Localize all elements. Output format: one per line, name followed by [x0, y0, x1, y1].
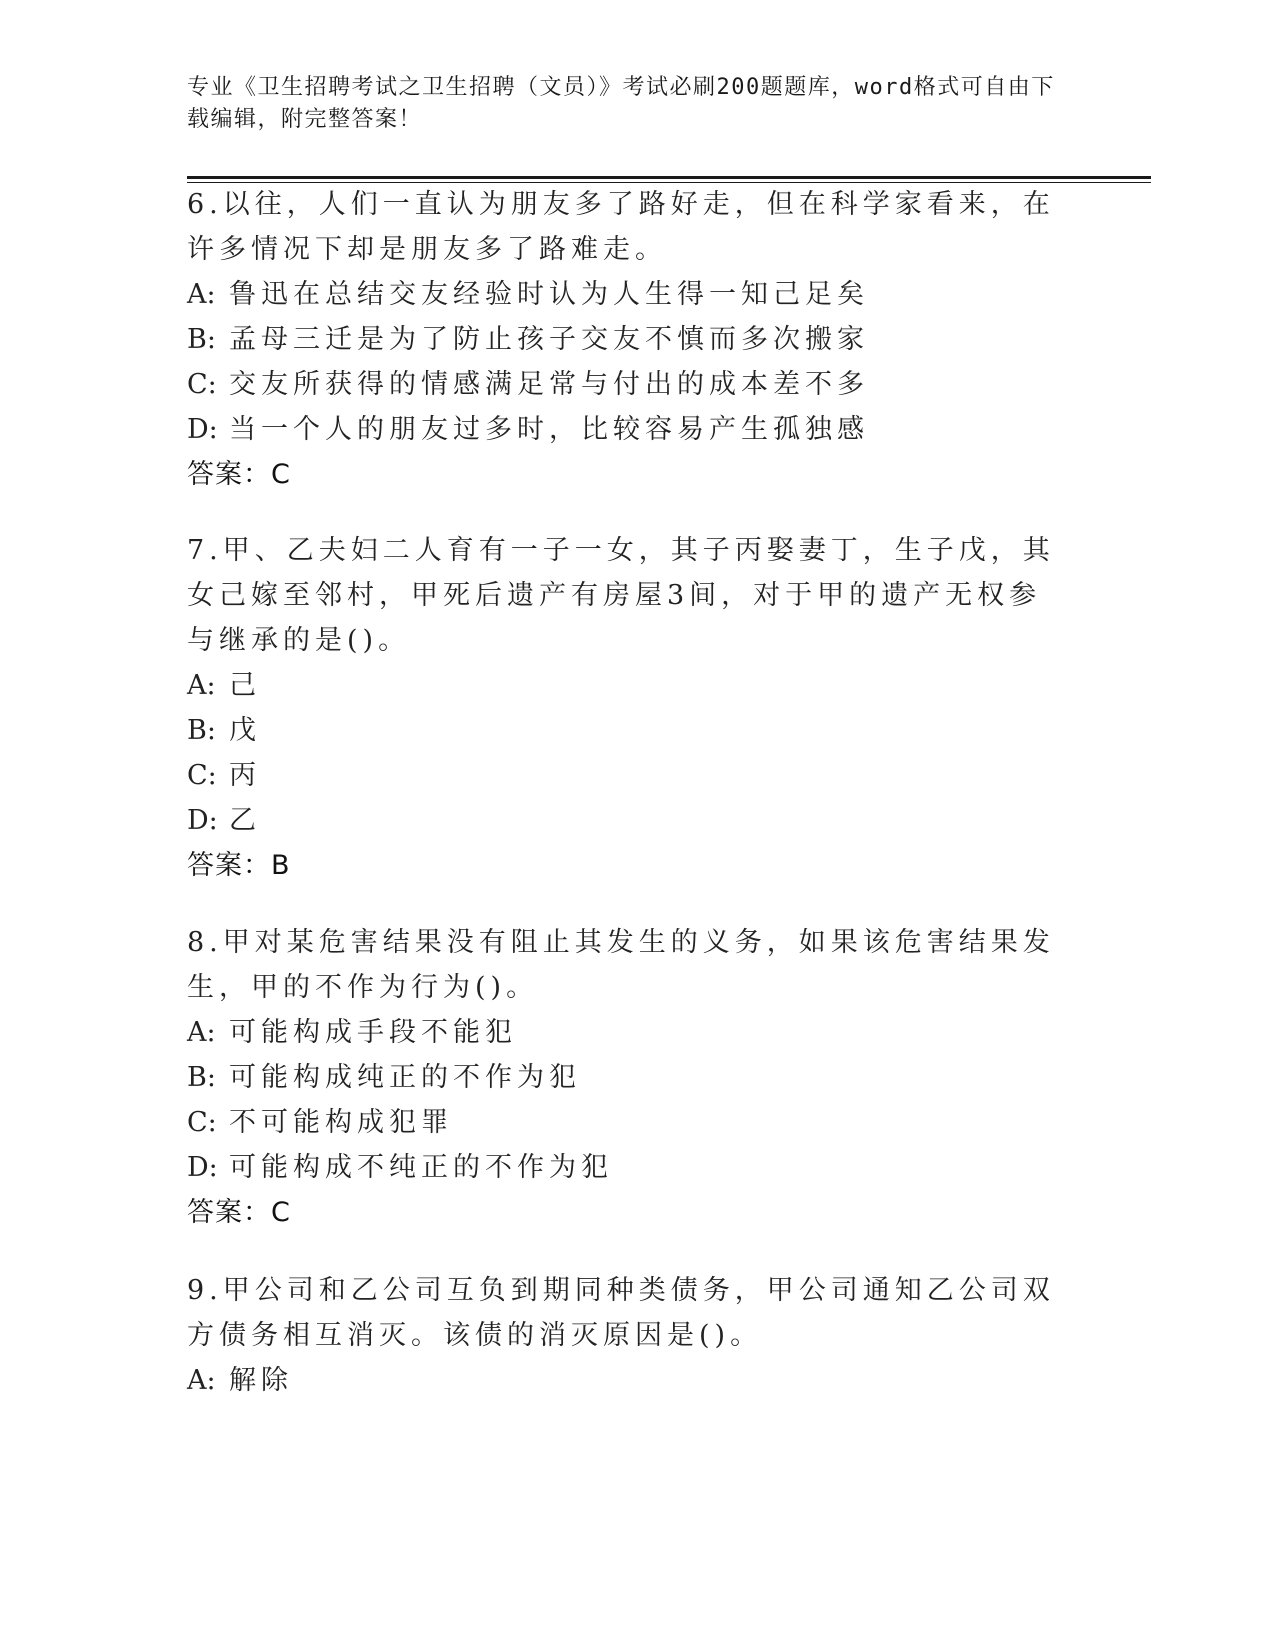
answer-line: 答案：C: [187, 1197, 291, 1228]
option-d: [187, 798, 1067, 843]
option-key: A:: [187, 279, 216, 310]
option-key: A:: [187, 1017, 216, 1048]
option-key: B:: [187, 324, 216, 355]
option-text: 当一个人的朋友过多时，比较容易产生孤独感: [229, 414, 869, 445]
option-key: B:: [187, 715, 216, 746]
option-c: [187, 1100, 1067, 1145]
answer-line: 答案：C: [187, 459, 291, 490]
option-text: 可能构成纯正的不作为犯: [229, 1062, 581, 1093]
option-c: [187, 753, 1067, 798]
option-key: A:: [187, 1365, 216, 1396]
header-divider-thick: [187, 176, 1151, 179]
option-a: [187, 272, 1067, 317]
option-text: 交友所获得的情感满足常与付出的成本差不多: [229, 369, 869, 400]
option-key: D:: [187, 805, 218, 836]
question-8: [187, 920, 1067, 1235]
option-text: 可能构成手段不能犯: [229, 1017, 517, 1048]
option-b: [187, 708, 1067, 753]
option-c: [187, 362, 1067, 407]
document-header: 专业《卫生招聘考试之卫生招聘（文员）》考试必刷200题题库，word格式可自由下载编辑，附完整答案！: [187, 75, 1055, 132]
option-text: 孟母三迁是为了防止孩子交友不慎而多次搬家: [229, 324, 869, 355]
option-key: D:: [187, 414, 218, 445]
question-9: [187, 1268, 1067, 1403]
option-key: C:: [187, 369, 217, 400]
option-a: [187, 1010, 1067, 1055]
option-text: 解除: [229, 1365, 293, 1396]
question-6: [187, 182, 1067, 497]
question-stem: 8.甲对某危害结果没有阻止其发生的义务，如果该危害结果发生，甲的不作为行为()。: [187, 927, 1055, 1003]
option-text: 戊: [229, 715, 261, 746]
option-d: [187, 407, 1067, 452]
option-key: C:: [187, 1107, 217, 1138]
option-key: B:: [187, 1062, 216, 1093]
option-text: 丙: [229, 760, 261, 791]
question-stem: 6.以往，人们一直认为朋友多了路好走，但在科学家看来，在许多情况下却是朋友多了路难走。: [187, 189, 1055, 265]
option-text: 乙: [229, 805, 261, 836]
option-text: 可能构成不纯正的不作为犯: [229, 1152, 613, 1183]
option-b: [187, 1055, 1067, 1100]
question-stem: 9.甲公司和乙公司互负到期同种类债务，甲公司通知乙公司双方债务相互消灭。该债的消灭原因是()。: [187, 1275, 1055, 1351]
option-b: [187, 317, 1067, 362]
question-stem: 7.甲、乙夫妇二人育有一子一女，其子丙娶妻丁，生子戊，其女己嫁至邻村，甲死后遗产有房屋3间，对于甲的遗产无权参与继承的是()。: [187, 535, 1055, 656]
option-key: A:: [187, 670, 216, 701]
option-key: C:: [187, 760, 217, 791]
answer-line: 答案：B: [187, 850, 291, 881]
question-7: [187, 528, 1067, 888]
option-text: 不可能构成犯罪: [229, 1107, 453, 1138]
option-text: 己: [229, 670, 261, 701]
option-a: [187, 663, 1067, 708]
option-key: D:: [187, 1152, 218, 1183]
option-a: [187, 1358, 1067, 1403]
option-text: 鲁迅在总结交友经验时认为人生得一知己足矣: [229, 279, 869, 310]
option-d: [187, 1145, 1067, 1190]
